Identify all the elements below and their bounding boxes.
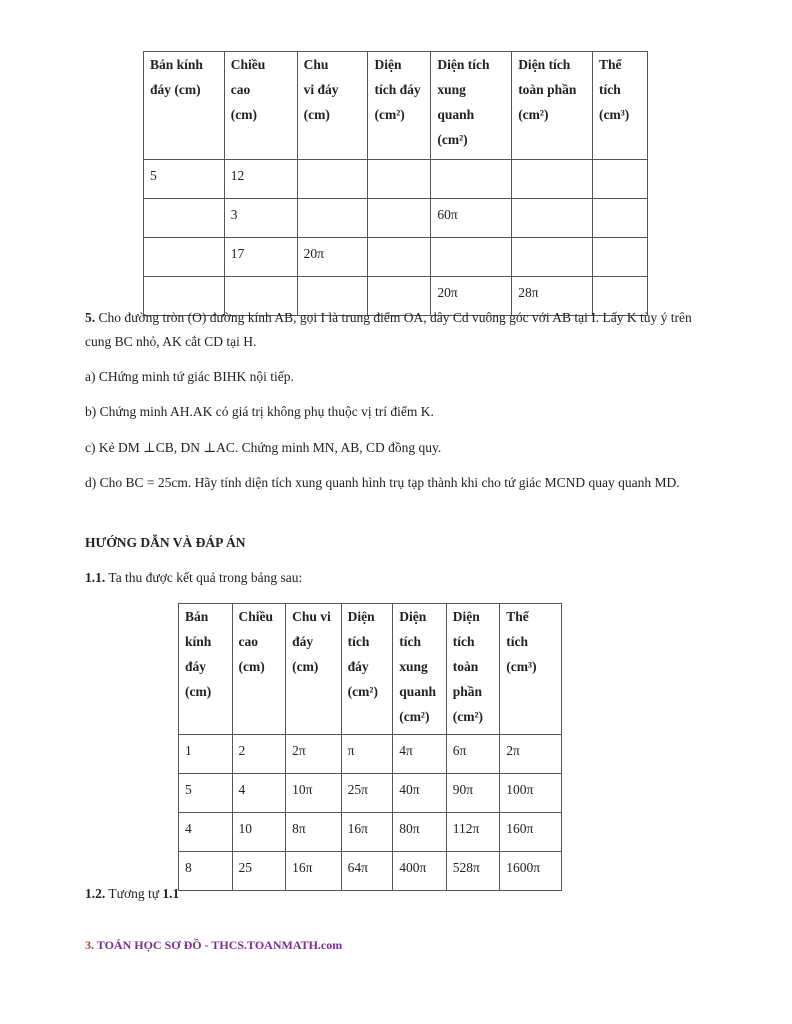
problem-5d: d) Cho BC = 25cm. Hãy tính diện tích xung quanh hình trụ tạp thành khi cho tứ giác MCND quay quanh MD. (85, 475, 680, 490)
header-cell (341, 604, 393, 735)
header-line: (cm²) (518, 107, 549, 122)
header-line: tích (598, 82, 621, 97)
footer-text: . TOÁN HỌC SƠ ĐỒ - THCS.TOANMATH.com (91, 938, 343, 952)
header-line: (cm²) (374, 107, 405, 122)
header-cell (144, 52, 225, 160)
header-line: Diện (399, 609, 427, 624)
table-cell: 160π (500, 813, 562, 852)
header-cell (368, 52, 431, 160)
table-cell: 90π (446, 774, 500, 813)
table-cell: 8 (179, 852, 233, 891)
table-cell: 4 (179, 813, 233, 852)
header-line: phần (452, 684, 483, 699)
answer-1-2-text: Tương tự (108, 886, 160, 901)
header-line: đáy (cm) (150, 82, 201, 97)
header-cell (297, 52, 368, 160)
table-cell: 40π (393, 774, 447, 813)
header-line: Diện (452, 609, 480, 624)
header-line: Thể (598, 57, 622, 72)
header-line: (cm³) (598, 107, 630, 122)
header-line: Bán (185, 609, 209, 624)
table-2-body (179, 735, 562, 891)
header-cell (512, 52, 593, 160)
table-cell: 2π (500, 735, 562, 774)
table-cell: 12 (224, 160, 297, 199)
table-cell (512, 199, 593, 238)
table-cell: 20π (297, 238, 368, 277)
header-line: (cm²) (437, 132, 468, 147)
table-cell: 1600π (500, 852, 562, 891)
table-cell: 4π (393, 735, 447, 774)
table-2 (178, 603, 562, 891)
problem-5a: a) CHứng minh tứ giác BIHK nội tiếp. (85, 369, 294, 384)
header-line: Bán kính (150, 57, 203, 72)
answer-1-1-number: 1.1. (85, 570, 106, 585)
table-cell (592, 199, 647, 238)
header-line: vi đáy (303, 82, 339, 97)
table-cell: 17 (224, 238, 297, 277)
header-line: Diện tích (518, 57, 571, 72)
header-line: xung (399, 659, 428, 674)
table-row (179, 813, 562, 852)
header-line: toàn phần (518, 82, 577, 97)
table-cell: 64π (341, 852, 393, 891)
header-line: đáy (185, 659, 207, 674)
table-row (144, 160, 648, 199)
header-line: đáy (292, 634, 314, 649)
table-cell: 28π (512, 277, 593, 316)
header-line: (cm) (292, 659, 319, 674)
problem-5-number: 5. (85, 310, 96, 325)
header-line: xung (437, 82, 466, 97)
header-cell (224, 52, 297, 160)
header-line: (cm²) (452, 709, 484, 724)
table-cell: 1 (179, 735, 233, 774)
header-cell (500, 604, 562, 735)
table-cell: 8π (286, 813, 342, 852)
header-line: Thể (506, 609, 529, 624)
answer-1-2-number: 1.2. (85, 886, 106, 901)
header-line: tích (347, 634, 370, 649)
table-cell: 2π (286, 735, 342, 774)
table-cell (144, 199, 225, 238)
table-cell: 528π (446, 852, 500, 891)
answer-1-2-ref: 1.1 (162, 886, 180, 901)
table-cell: 20π (431, 277, 512, 316)
header-cell (592, 52, 647, 160)
header-line: đáy (347, 659, 369, 674)
problem-5 (85, 306, 710, 354)
table-cell: π (341, 735, 393, 774)
header-line: (cm) (238, 659, 265, 674)
table-1 (143, 51, 648, 316)
table-row (144, 199, 648, 238)
table-cell: 2 (232, 735, 286, 774)
header-line: cao (230, 82, 251, 97)
header-line: Chiều (230, 57, 266, 72)
table-cell: 25 (232, 852, 286, 891)
problem-5c: c) Kẻ DM ⊥CB, DN ⊥AC. Chứng minh MN, AB, CD đồng quy. (85, 440, 442, 455)
table-cell: 16π (286, 852, 342, 891)
table-cell (592, 160, 647, 199)
header-line: Diện (347, 609, 375, 624)
table-2-header (179, 604, 562, 735)
header-line: cao (238, 634, 259, 649)
table-cell (368, 199, 431, 238)
table-cell: 3 (224, 199, 297, 238)
header-line: quanh (399, 684, 436, 699)
table-cell: 60π (431, 199, 512, 238)
header-cell (179, 604, 233, 735)
page-number: 3 (85, 938, 91, 952)
table-cell (368, 160, 431, 199)
header-line: toàn (452, 659, 479, 674)
header-line: Chu vi (292, 609, 331, 624)
header-line: Chiều (238, 609, 274, 624)
header-line: (cm) (303, 107, 330, 122)
table-row (179, 774, 562, 813)
table-row (144, 238, 648, 277)
header-line: (cm³) (506, 659, 537, 674)
table-cell: 6π (446, 735, 500, 774)
table-cell (592, 238, 647, 277)
table-cell: 10π (286, 774, 342, 813)
header-line: (cm²) (347, 684, 378, 699)
header-line: quanh (437, 107, 475, 122)
header-line: tích đáy (374, 82, 421, 97)
page-footer (85, 938, 342, 953)
header-cell (446, 604, 500, 735)
table-cell (368, 238, 431, 277)
answer-1-2 (85, 882, 710, 906)
header-line: tích (452, 634, 475, 649)
header-cell (431, 52, 512, 160)
table-row (179, 735, 562, 774)
header-line: Chu (303, 57, 329, 72)
table-cell: 25π (341, 774, 393, 813)
table-1-body (144, 160, 648, 316)
header-line: (cm) (185, 684, 212, 699)
header-line: kính (185, 634, 212, 649)
header-cell (232, 604, 286, 735)
table-1-header (144, 52, 648, 160)
table-cell: 4 (232, 774, 286, 813)
table-cell (297, 199, 368, 238)
table-cell: 5 (144, 160, 225, 199)
table-cell: 5 (179, 774, 233, 813)
table-cell: 10 (232, 813, 286, 852)
problem-5b: b) Chứng minh AH.AK có giá trị không phụ thuộc vị trí điểm K. (85, 404, 434, 419)
header-line: (cm) (230, 107, 258, 122)
table-cell: 100π (500, 774, 562, 813)
table-cell (431, 238, 512, 277)
table-cell (297, 160, 368, 199)
table-cell (144, 238, 225, 277)
header-line: tích (506, 634, 529, 649)
header-line: (cm²) (399, 709, 430, 724)
table-cell: 80π (393, 813, 447, 852)
table-cell (431, 160, 512, 199)
table-cell (512, 238, 593, 277)
answers-heading: HƯỚNG DẪN VÀ ĐÁP ÁN (85, 535, 246, 550)
header-cell (393, 604, 447, 735)
table-cell (512, 160, 593, 199)
answer-1-1-text: Ta thu được kết quả trong bảng sau: (108, 570, 303, 585)
header-cell (286, 604, 342, 735)
answer-1-1 (85, 566, 710, 590)
table-cell: 112π (446, 813, 500, 852)
header-line: tích (399, 634, 421, 649)
header-line: Diện tích (437, 57, 490, 72)
table-cell: 16π (341, 813, 393, 852)
problem-5-text: Cho đường tròn (O) đường kính AB, gọi I là trung điểm OA, dây Cd vuông góc với AB tại I. Lấy K tùy ý trên cung BC nhỏ, AK cắt CD tại H. (85, 310, 692, 349)
header-line: Diện (374, 57, 402, 72)
table-cell: 400π (393, 852, 447, 891)
